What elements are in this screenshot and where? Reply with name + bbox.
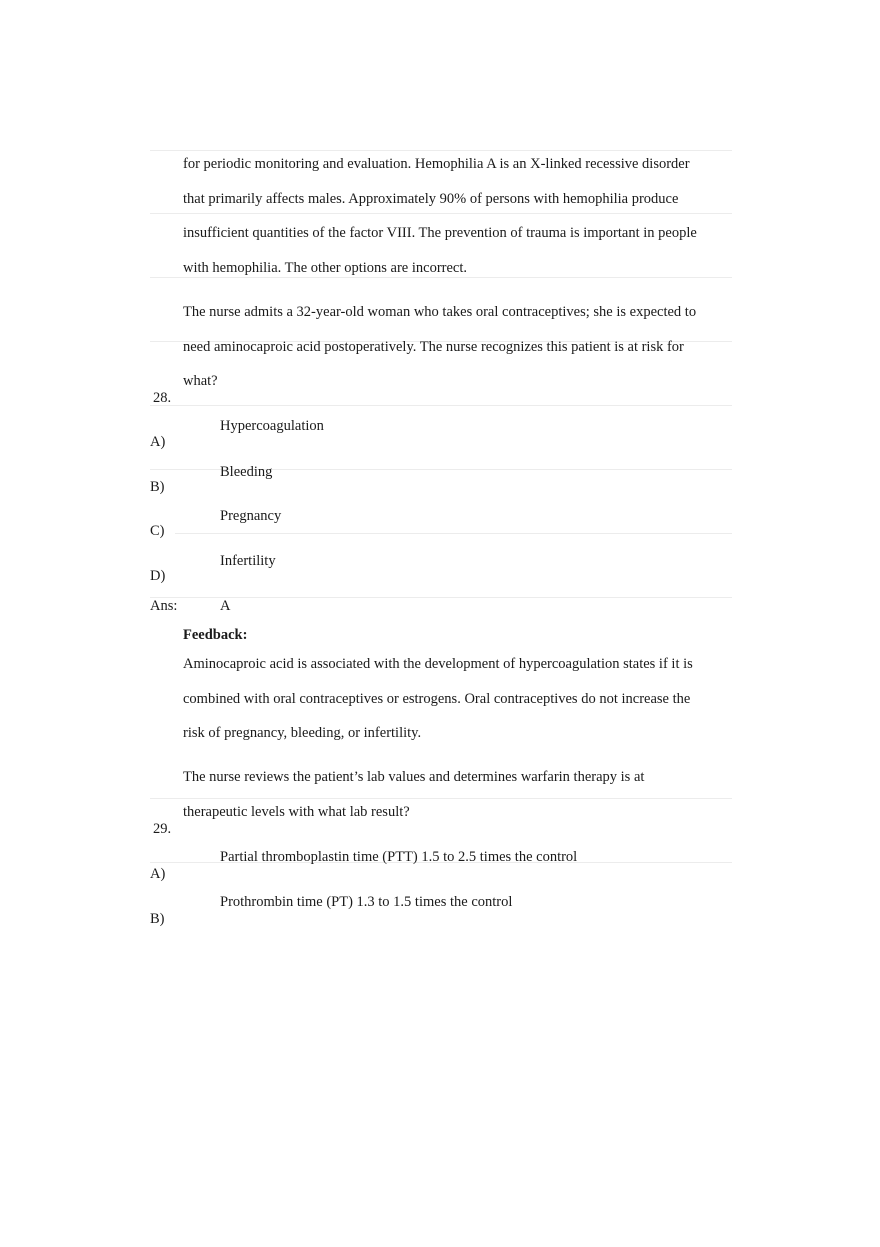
question-stem-line: therapeutic levels with what lab result?: [183, 804, 410, 820]
divider-line: [150, 213, 732, 214]
divider-line: [150, 597, 732, 598]
option-letter: B): [150, 911, 165, 927]
answer-label: Ans:: [150, 598, 178, 614]
question-stem-line: what?: [183, 373, 218, 389]
question-stem-line: The nurse admits a 32-year-old woman who takes oral contraceptives; she is expected to: [183, 304, 697, 320]
divider-line: [150, 150, 732, 151]
feedback-line: Aminocaproic acid is associated with the development of hypercoagulation states if it is: [183, 656, 693, 672]
option-text: Hypercoagulation: [220, 418, 324, 434]
question-number: 29.: [153, 821, 172, 837]
option-letter: B): [150, 479, 165, 495]
feedback-line: risk of pregnancy, bleeding, or infertility.: [183, 725, 422, 741]
paragraph-line: with hemophilia. The other options are incorrect.: [183, 260, 468, 276]
divider-line: [150, 277, 732, 278]
option-text: Pregnancy: [220, 508, 282, 524]
paragraph-line: insufficient quantities of the factor VIII. The prevention of trauma is important in people: [183, 225, 697, 241]
option-letter: A): [150, 866, 166, 882]
feedback-line: combined with oral contraceptives or estrogens. Oral contraceptives do not increase the: [183, 691, 691, 707]
divider-line: [150, 798, 732, 799]
divider-line: [175, 533, 732, 534]
option-text: Infertility: [220, 553, 276, 569]
option-text: Prothrombin time (PT) 1.3 to 1.5 times the control: [220, 894, 513, 910]
question-stem-line: need aminocaproic acid postoperatively. The nurse recognizes this patient is at risk for: [183, 339, 684, 355]
option-text: Bleeding: [220, 464, 273, 480]
option-letter: A): [150, 434, 166, 450]
option-letter: D): [150, 568, 166, 584]
question-stem-line: The nurse reviews the patient’s lab values and determines warfarin therapy is at: [183, 769, 645, 785]
paragraph-line: for periodic monitoring and evaluation. Hemophilia A is an X-linked recessive disorder: [183, 156, 690, 172]
option-letter: C): [150, 523, 165, 539]
paragraph-line: that primarily affects males. Approximately 90% of persons with hemophilia produce: [183, 191, 679, 207]
divider-line: [150, 405, 732, 406]
question-number: 28.: [153, 390, 172, 406]
feedback-heading: Feedback:: [183, 627, 248, 643]
answer-value: A: [220, 598, 231, 614]
option-text: Partial thromboplastin time (PTT) 1.5 to 2.5 times the control: [220, 849, 578, 865]
